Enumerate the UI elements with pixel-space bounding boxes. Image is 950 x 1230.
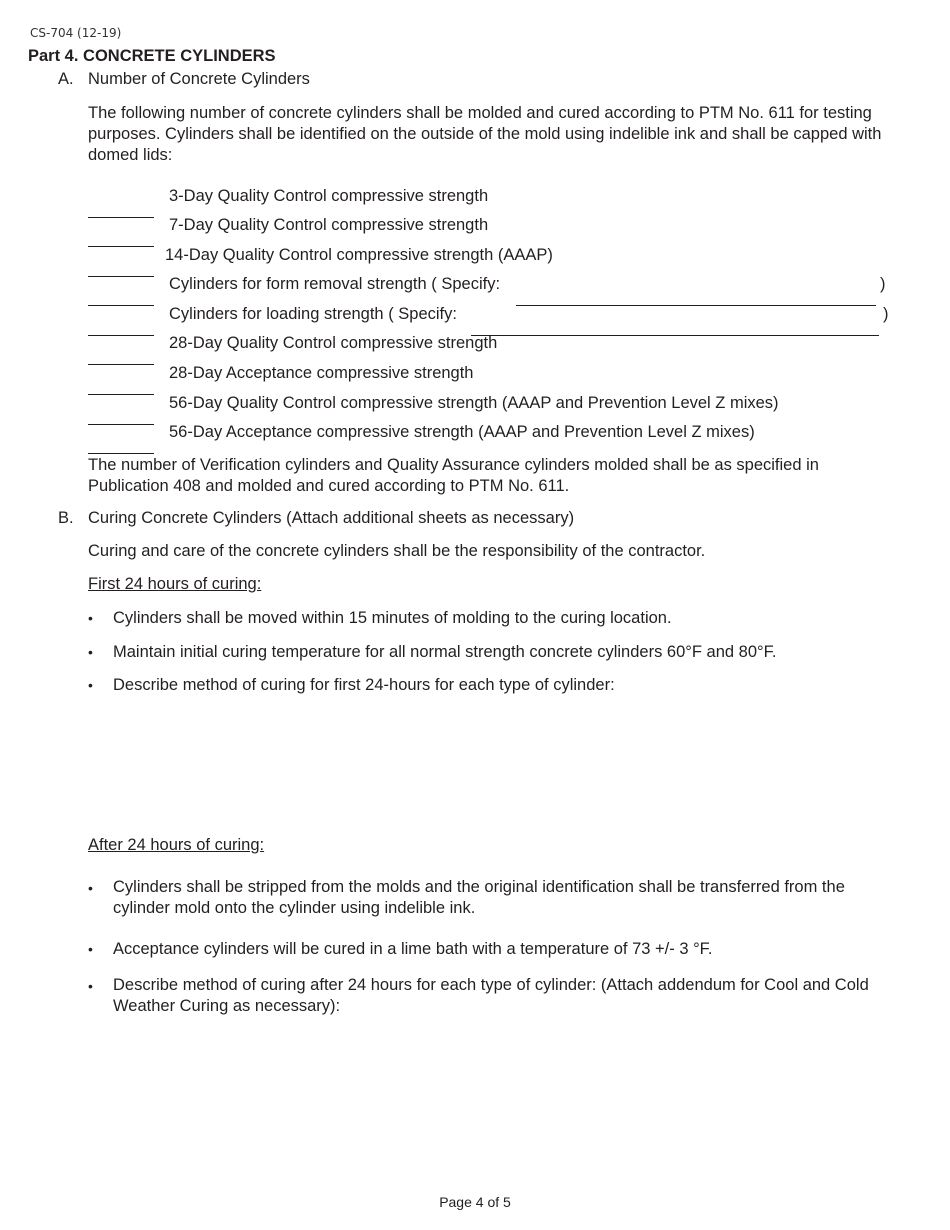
after-bullet-1: Cylinders shall be stripped from the molds and the original identification shall be transferred from the cylinder mold onto the cylinder using indelible ink. xyxy=(113,878,845,917)
form-id: CS-704 (12-19) xyxy=(30,26,122,40)
after-bullet-3: Describe method of curing after 24 hours for each type of cylinder: (Attach addendum for Cool and Cold Weather Curing as necessary): xyxy=(113,976,869,1015)
count-field-form-removal[interactable] xyxy=(88,289,154,307)
close-paren-loading: ) xyxy=(883,305,889,323)
count-field-56day-qc[interactable] xyxy=(88,408,154,426)
bullet-glyph: • xyxy=(88,644,93,660)
first-bullet-1: Cylinders shall be moved within 15 minutes of molding to the curing location. xyxy=(113,609,672,627)
section-a-title: Number of Concrete Cylinders xyxy=(88,70,310,88)
first-24-heading: First 24 hours of curing: xyxy=(88,575,262,593)
item-7day-qc: 7-Day Quality Control compressive strength xyxy=(169,216,489,234)
count-field-28day-acc[interactable] xyxy=(88,378,154,396)
count-field-28day-qc[interactable] xyxy=(88,348,154,366)
item-14day-qc: 14-Day Quality Control compressive strength (AAAP) xyxy=(165,246,553,264)
count-field-56day-acc[interactable] xyxy=(88,437,154,455)
item-28day-qc: 28-Day Quality Control compressive strength xyxy=(169,334,498,352)
count-field-7day[interactable] xyxy=(88,230,154,248)
specify-field-form-removal[interactable] xyxy=(516,289,876,307)
bullet-glyph: • xyxy=(88,677,93,693)
item-3day-qc: 3-Day Quality Control compressive strength xyxy=(169,187,489,205)
item-56day-qc: 56-Day Quality Control compressive strength (AAAP and Prevention Level Z mixes) xyxy=(169,394,779,412)
after-24-description-field[interactable] xyxy=(113,1022,897,1176)
page-number: Page 4 of 5 xyxy=(439,1194,511,1210)
section-b-letter: B. xyxy=(58,509,74,527)
specify-field-loading[interactable] xyxy=(471,319,879,337)
close-paren-form-removal: ) xyxy=(880,275,886,293)
bullet-glyph: • xyxy=(88,880,93,896)
item-form-removal: Cylinders for form removal strength ( Specify: xyxy=(169,275,501,293)
count-field-3day[interactable] xyxy=(88,201,154,219)
section-b-title: Curing Concrete Cylinders (Attach additional sheets as necessary) xyxy=(88,509,575,527)
part-title: Part 4. CONCRETE CYLINDERS xyxy=(28,47,276,65)
after-24-heading: After 24 hours of curing: xyxy=(88,836,265,854)
item-loading: Cylinders for loading strength ( Specify: xyxy=(169,305,457,323)
first-24-description-field[interactable] xyxy=(113,702,897,826)
item-28day-acceptance: 28-Day Acceptance compressive strength xyxy=(169,364,474,382)
count-field-loading[interactable] xyxy=(88,319,154,337)
bullet-glyph: • xyxy=(88,610,93,626)
bullet-glyph: • xyxy=(88,978,93,994)
section-a-intro: The following number of concrete cylinders shall be molded and cured according to PTM No. 611 for testing purposes. Cylinders shall be identified on the outside of the mold using indelible ink and shall be capped with domed lids: xyxy=(88,104,882,164)
section-a-closing: The number of Verification cylinders and Quality Assurance cylinders molded shall be as specified in Publication 408 and molded and cured according to PTM No. 611. xyxy=(88,456,819,495)
section-b-intro: Curing and care of the concrete cylinders shall be the responsibility of the contractor. xyxy=(88,542,706,560)
item-56day-acceptance: 56-Day Acceptance compressive strength (AAAP and Prevention Level Z mixes) xyxy=(169,423,755,441)
after-bullet-2: Acceptance cylinders will be cured in a lime bath with a temperature of 73 +/- 3 °F. xyxy=(113,940,713,958)
first-bullet-2: Maintain initial curing temperature for all normal strength concrete cylinders 60°F and 80°F. xyxy=(113,643,777,661)
bullet-glyph: • xyxy=(88,941,93,957)
first-bullet-3: Describe method of curing for first 24-hours for each type of cylinder: xyxy=(113,676,615,694)
section-a-letter: A. xyxy=(58,70,74,88)
count-field-14day[interactable] xyxy=(88,260,154,278)
